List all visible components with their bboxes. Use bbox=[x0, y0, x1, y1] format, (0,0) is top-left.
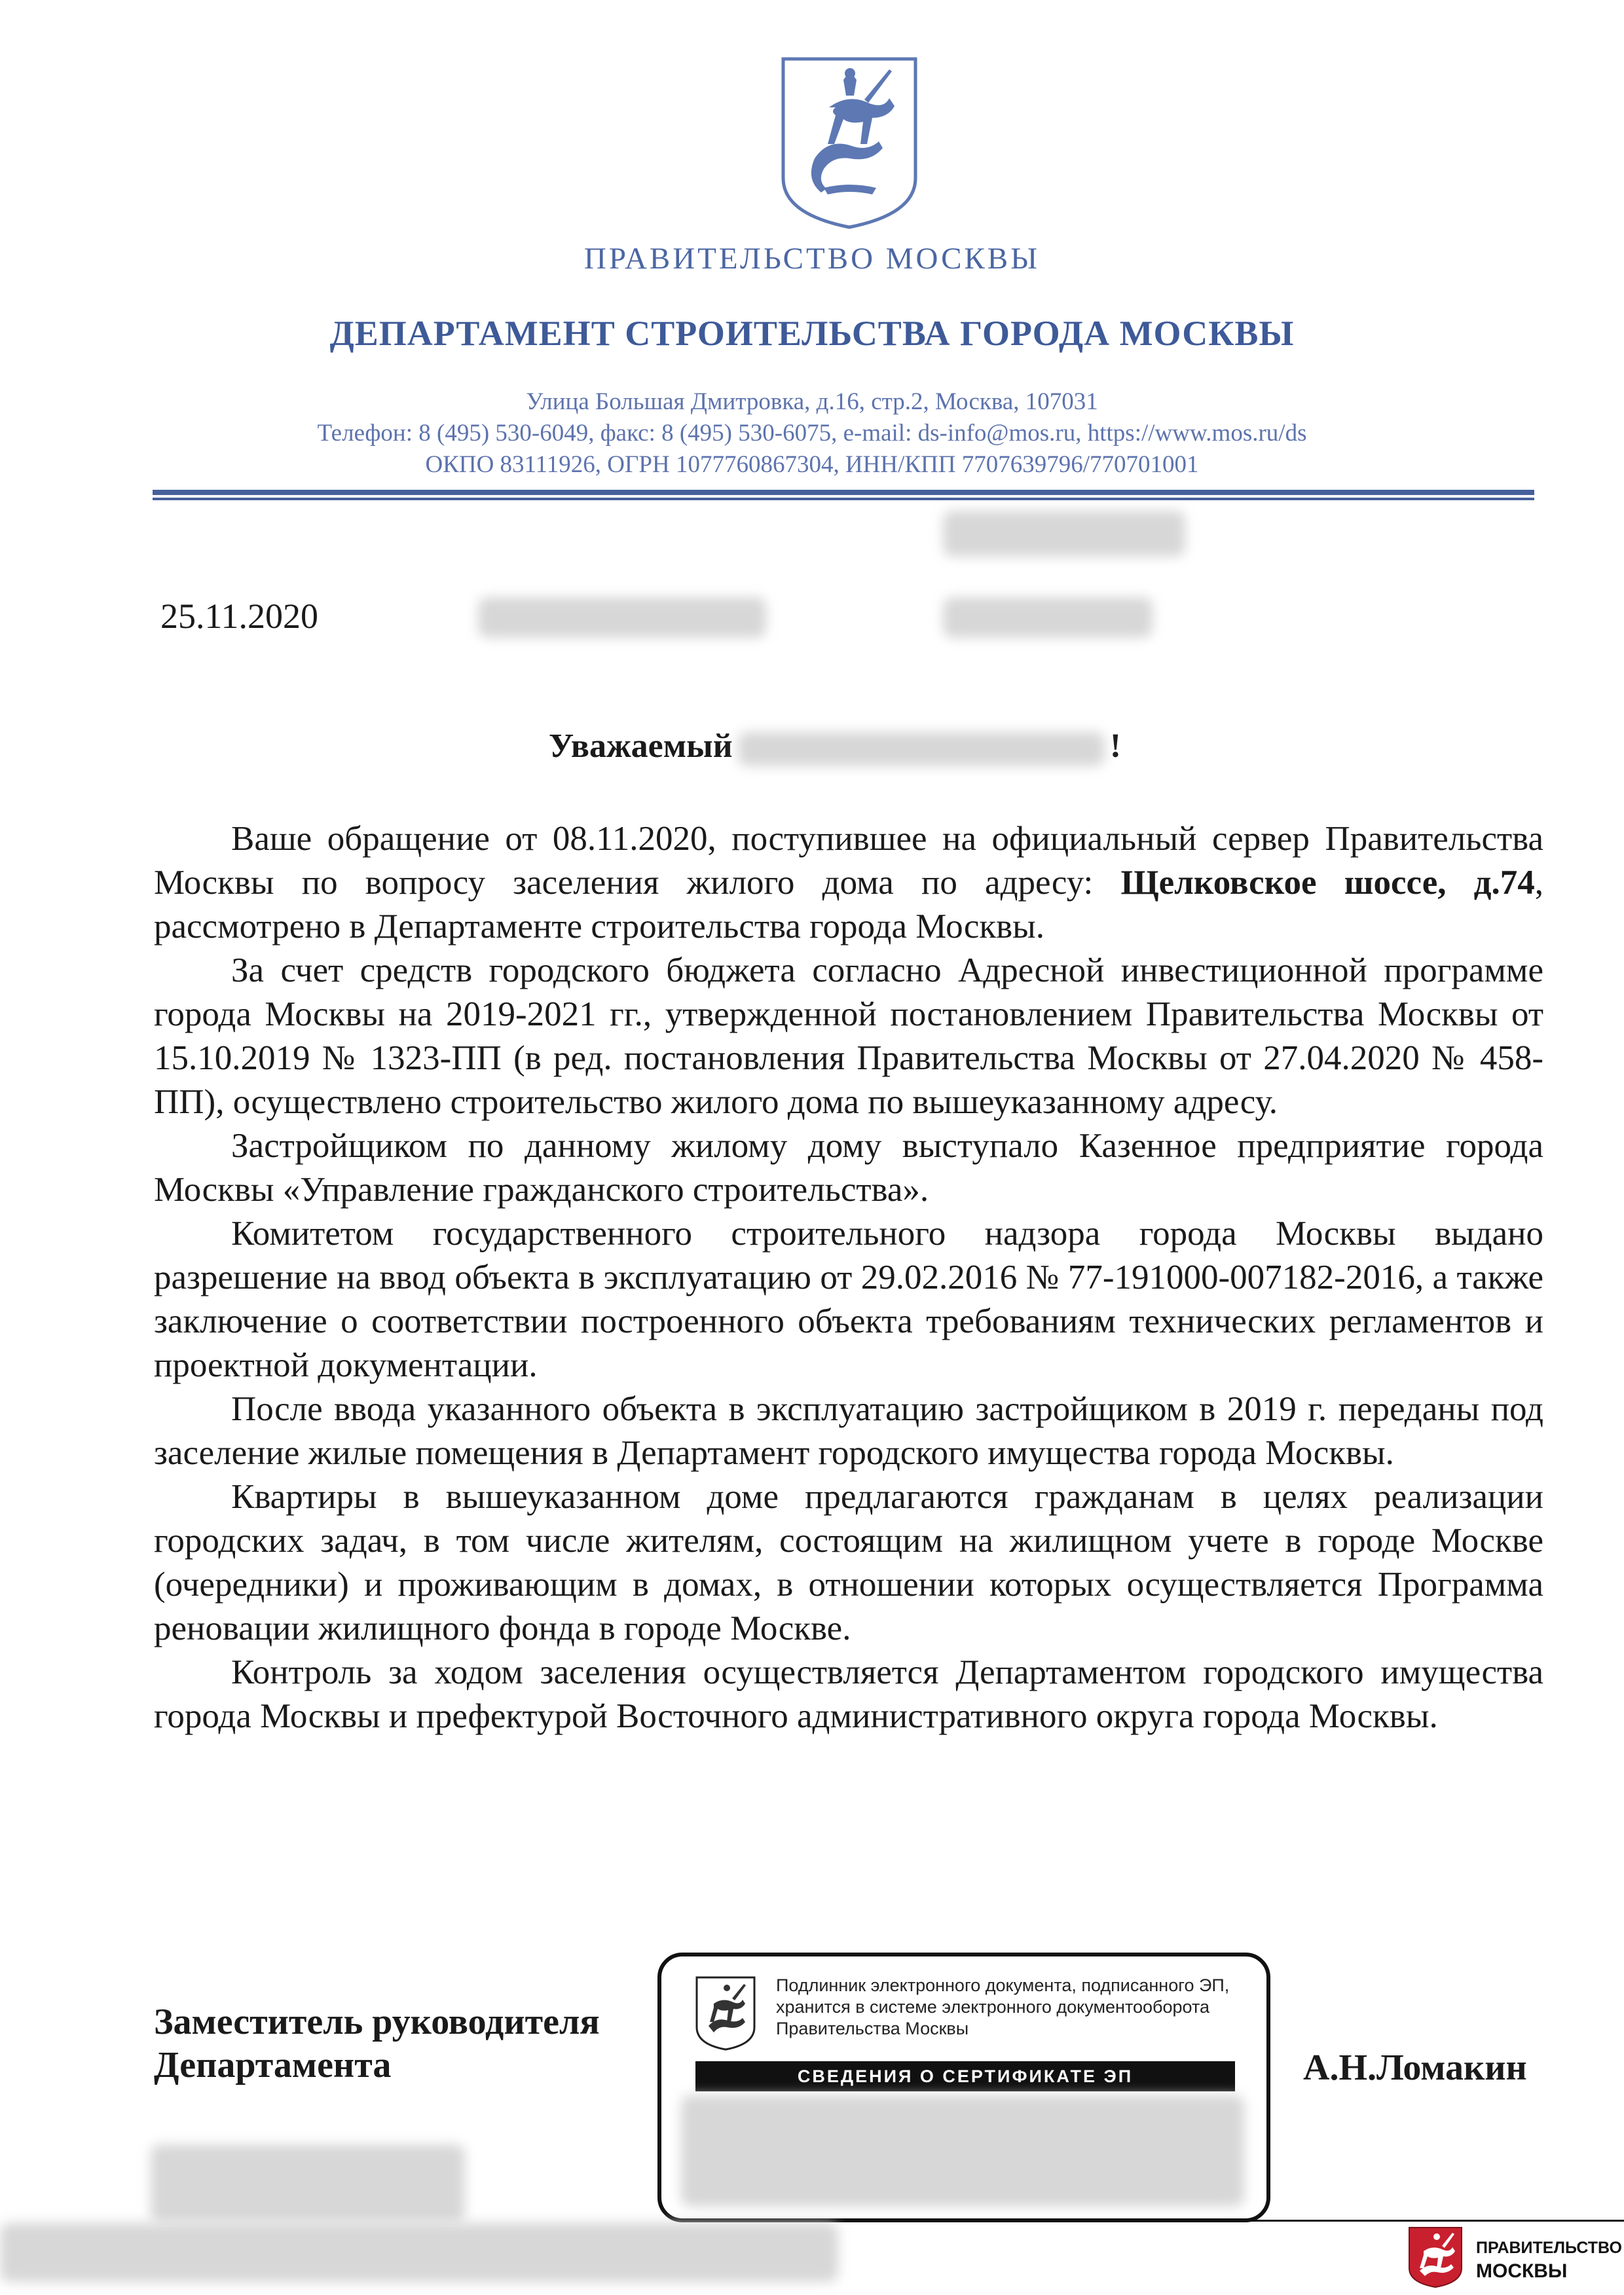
moscow-emblem-icon bbox=[694, 1975, 757, 2052]
footer-logo-text: ПРАВИТЕЛЬСТВО МОСКВЫ bbox=[1476, 2239, 1622, 2282]
recipient-name-redacted bbox=[943, 511, 1185, 557]
footer-note-redacted bbox=[0, 2223, 838, 2282]
header-rule bbox=[153, 490, 1534, 495]
stamp-notice: Подлинник электронного документа, подписанного ЭП, хранится в системе электронного документооборота Правительства Москвы bbox=[776, 1975, 1230, 2038]
paragraph-3: Застройщиком по данному жилому дому выступало Казенное предприятие города Москвы «Управление гражданского строительства». bbox=[154, 1127, 1543, 1209]
signer-name: А.Н.Ломакин bbox=[1303, 2047, 1527, 2088]
recipient-email-redacted bbox=[943, 597, 1153, 638]
government-title: ПРАВИТЕЛЬСТВО МОСКВЫ bbox=[583, 242, 1041, 276]
footer-rule bbox=[1247, 2220, 1624, 2222]
salutation-name-redacted bbox=[738, 732, 1105, 766]
executor-info-redacted bbox=[151, 2144, 465, 2223]
letter-body bbox=[154, 817, 1543, 1738]
contact-registry: ОКПО 83111926, ОГРН 1077760867304, ИНН/КПП 7707639796/770701001 bbox=[425, 451, 1199, 478]
paragraph-7: Контроль за ходом заселения осуществляется Департаментом городского имущества города Москвы и префектурой Восточного административного округа города Москвы. bbox=[154, 1653, 1543, 1735]
paragraph-2: За счет средств городского бюджета согласно Адресной инвестиционной программе города Москвы на 2019-2021 гг., утвержденной постановлением Правительства Москвы от 15.10.2019 № 1323-ПП (в ред. постановления Правительства Москвы от 27.04.2020 № 458-ПП), осуществлено строительство жилого дома по вышеуказанному адресу. bbox=[154, 951, 1543, 1121]
header-rule-thin bbox=[153, 498, 1534, 500]
paragraph-4: Комитетом государственного строительного надзора города Москвы выдано разрешение на ввод объекта в эксплуатацию от 29.02.2016 № 77-191000-007182-2016, а также заключение о соответствии построенного объекта требованиям технических регламентов и проектной документации. bbox=[154, 1215, 1543, 1384]
contact-address: Улица Большая Дмитровка, д.16, стр.2, Москва, 107031 bbox=[526, 388, 1098, 415]
department-title: ДЕПАРТАМЕНТ СТРОИТЕЛЬСТВА ГОРОДА МОСКВЫ bbox=[329, 314, 1295, 353]
signatory-title: Заместитель руководителя Департамента bbox=[154, 2002, 600, 2085]
certificate-details-redacted bbox=[681, 2095, 1244, 2207]
electronic-signature-stamp bbox=[657, 1953, 1270, 2222]
registration-number-redacted bbox=[478, 597, 766, 638]
salutation-prefix: Уважаемый bbox=[549, 727, 733, 765]
contact-phone: Телефон: 8 (495) 530-6049, факс: 8 (495) 530-6075, e-mail: ds-info@mos.ru, https://www.mos.ru/ds bbox=[317, 420, 1307, 447]
moscow-logo-icon bbox=[1407, 2225, 1464, 2289]
certificate-header: СВЕДЕНИЯ О СЕРТИФИКАТЕ ЭП bbox=[695, 2061, 1235, 2091]
moscow-coat-of-arms-icon bbox=[778, 54, 921, 230]
paragraph-1: Ваше обращение от 08.11.2020, поступившее на официальный сервер Правительства Москвы по вопросу заселения жилого дома по адресу: Щелковское шоссе, д.74, рассмотрено в Департаменте строительства города Москвы. bbox=[154, 820, 1543, 946]
salutation bbox=[549, 727, 1121, 766]
address-highlight: Щелковское шоссе, д.74 bbox=[1120, 864, 1535, 902]
letter-date: 25.11.2020 bbox=[160, 597, 318, 636]
paragraph-5: После ввода указанного объекта в эксплуатацию застройщиком в 2019 г. переданы под заселение жилые помещения в Департамент городского имущества города Москвы. bbox=[154, 1390, 1543, 1472]
paragraph-6: Квартиры в вышеуказанном доме предлагаются гражданам в целях реализации городских задач, в том числе жителям, состоящим на жилищном учете в городе Москве (очередники) и проживающим в домах, в отношении которых осуществляется Программа реновации жилищного фонда в городе Москве. bbox=[154, 1478, 1543, 1647]
salutation-suffix: ! bbox=[1109, 727, 1122, 765]
